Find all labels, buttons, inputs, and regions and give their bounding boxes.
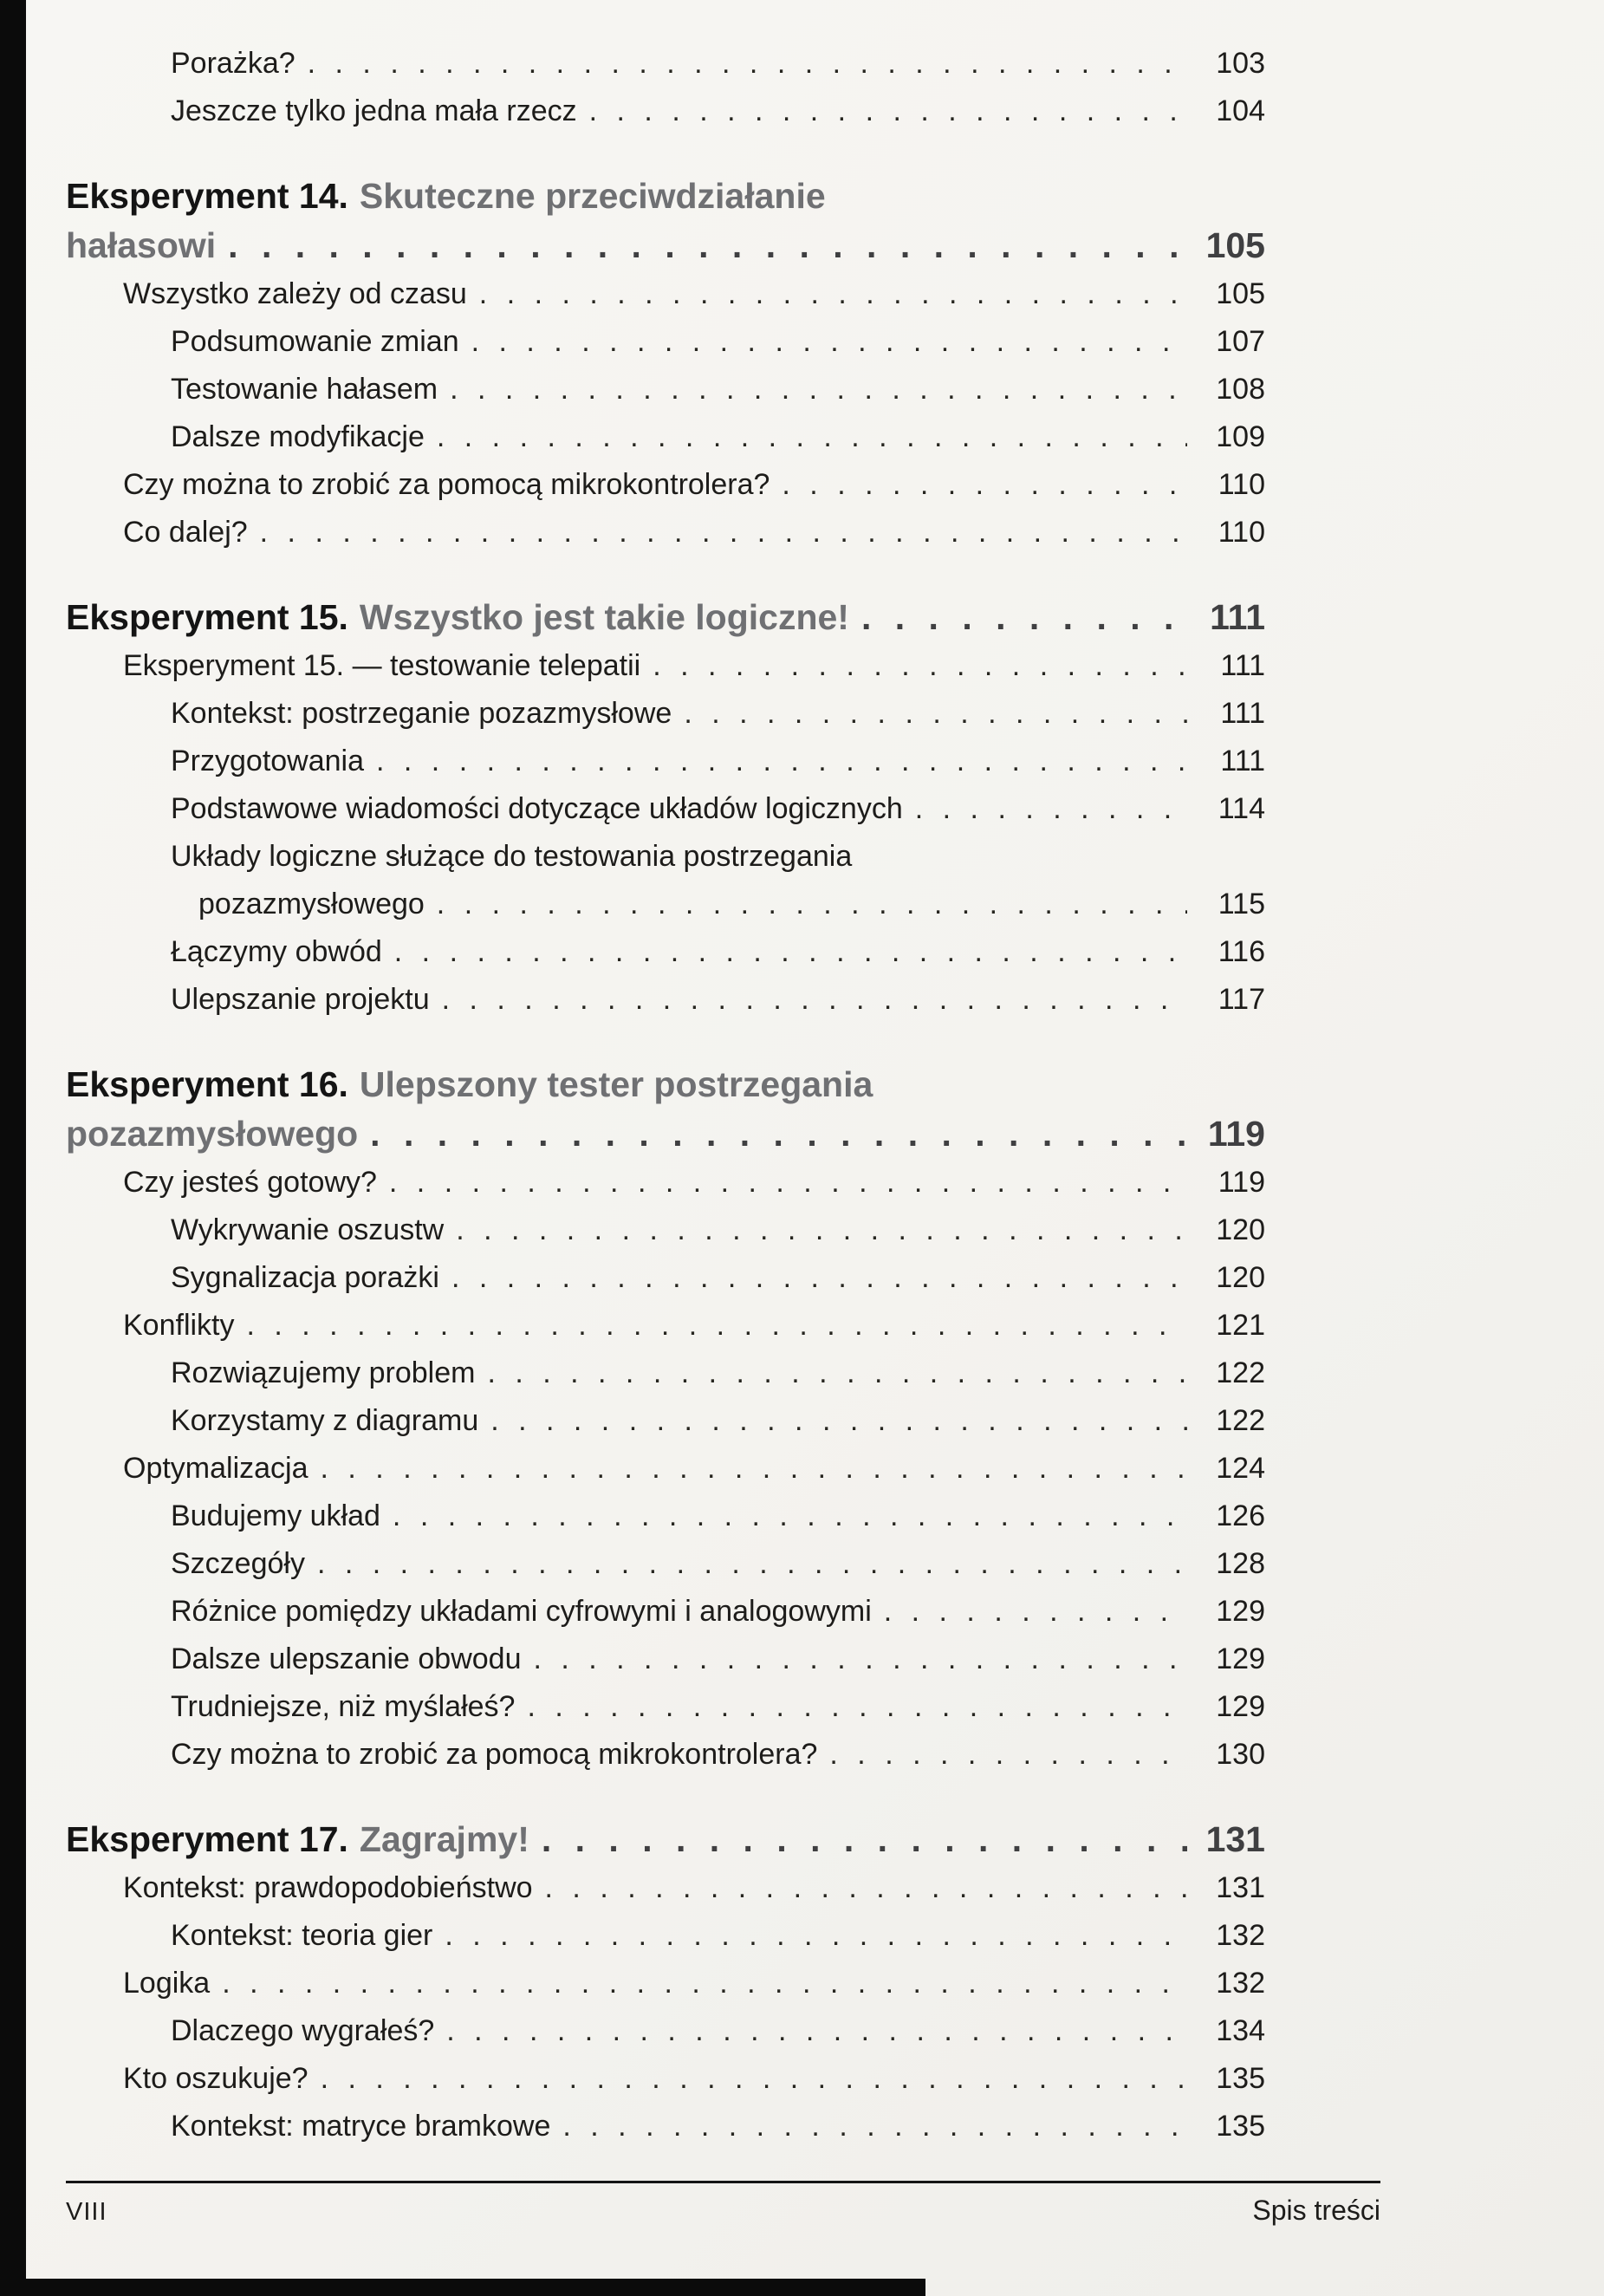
entry-label: Ulepszanie projektu bbox=[171, 983, 430, 1016]
entry-page-number: 131 bbox=[1216, 1871, 1265, 1904]
entry-line bbox=[123, 461, 1265, 509]
dot-leader bbox=[861, 593, 1187, 642]
dot-leader bbox=[222, 1960, 1187, 2007]
toc-chapter bbox=[66, 1815, 1265, 1864]
entry-label: Testowanie hałasem bbox=[171, 373, 438, 406]
entry-label: Trudniejsze, niż myślałeś? bbox=[171, 1690, 516, 1723]
entry-line bbox=[171, 1540, 1265, 1588]
entry-page-number: 129 bbox=[1216, 1690, 1265, 1723]
entry-label: Sygnalizacja porażki bbox=[171, 1261, 439, 1294]
entry-page-number: 116 bbox=[1218, 935, 1265, 968]
dot-leader bbox=[370, 1109, 1187, 1159]
dot-leader bbox=[479, 270, 1187, 318]
chapter-title: Skuteczne przeciwdziałanie bbox=[359, 176, 826, 216]
toc-entry bbox=[66, 509, 1265, 556]
entry-page-number: 107 bbox=[1216, 325, 1265, 358]
toc-entry bbox=[66, 40, 1265, 88]
entry-label: Czy jesteś gotowy? bbox=[123, 1166, 377, 1199]
scan-edge-bottom bbox=[26, 2279, 925, 2296]
entry-label: Dalsze ulepszanie obwodu bbox=[171, 1642, 522, 1675]
entry-line bbox=[171, 1254, 1265, 1302]
entry-page-number: 111 bbox=[1220, 697, 1265, 730]
toc-entry bbox=[66, 1493, 1265, 1540]
entry-line bbox=[123, 642, 1265, 690]
entry-label: Eksperyment 15. — testowanie telepatii bbox=[123, 649, 641, 682]
toc-entry bbox=[66, 1960, 1265, 2007]
entry-line bbox=[123, 1960, 1265, 2007]
toc-entry bbox=[66, 642, 1265, 690]
entry-page-number: 103 bbox=[1216, 47, 1265, 80]
dot-leader bbox=[884, 1588, 1187, 1636]
toc-chapter bbox=[66, 1060, 1265, 1159]
entry-line bbox=[123, 2055, 1265, 2103]
entry-label: Porażka? bbox=[171, 47, 295, 80]
toc-entry bbox=[66, 976, 1265, 1024]
toc-entry bbox=[66, 1731, 1265, 1779]
dot-leader bbox=[527, 1683, 1187, 1731]
toc-entry bbox=[66, 1540, 1265, 1588]
entry-line bbox=[123, 1864, 1265, 1912]
chapter-title: Wszystko jest takie logiczne! bbox=[359, 597, 849, 637]
entry-line bbox=[171, 738, 1265, 785]
dot-leader bbox=[684, 690, 1187, 738]
toc-entry bbox=[66, 1588, 1265, 1636]
toc-entry bbox=[66, 1397, 1265, 1445]
dot-leader bbox=[451, 1254, 1187, 1302]
entry-line bbox=[171, 1493, 1265, 1540]
chapter-title-line bbox=[66, 1060, 1265, 1109]
dot-leader bbox=[589, 88, 1187, 135]
dot-leader bbox=[915, 785, 1187, 833]
entry-line bbox=[171, 2007, 1265, 2055]
entry-page-number: 104 bbox=[1216, 94, 1265, 127]
toc-entry bbox=[66, 928, 1265, 976]
entry-label-continuation: pozazmysłowego bbox=[198, 888, 425, 920]
toc-entry bbox=[66, 413, 1265, 461]
dot-leader bbox=[393, 1493, 1187, 1540]
entry-line bbox=[123, 509, 1265, 556]
dot-leader bbox=[317, 1540, 1187, 1588]
toc-chapter bbox=[66, 593, 1265, 642]
entry-page-number: 120 bbox=[1216, 1261, 1265, 1294]
entry-line bbox=[171, 413, 1265, 461]
entry-line bbox=[171, 1731, 1265, 1779]
entry-page-number: 108 bbox=[1216, 373, 1265, 406]
entry-label: Co dalej? bbox=[123, 516, 248, 549]
entry-line bbox=[123, 1302, 1265, 1350]
entry-label: Łączymy obwód bbox=[171, 935, 382, 968]
chapter-number-label: Eksperyment 16. bbox=[66, 1064, 348, 1104]
dot-leader bbox=[450, 366, 1187, 413]
entry-label: Kontekst: prawdopodobieństwo bbox=[123, 1871, 533, 1904]
dot-leader bbox=[437, 881, 1187, 928]
toc-entry bbox=[66, 88, 1265, 135]
dot-leader bbox=[445, 1912, 1187, 1960]
entry-line bbox=[123, 270, 1265, 318]
entry-page-number: 129 bbox=[1216, 1595, 1265, 1628]
toc-list bbox=[66, 40, 1265, 2150]
toc-entry bbox=[66, 1207, 1265, 1254]
toc-entry bbox=[66, 738, 1265, 785]
entry-page-number: 111 bbox=[1220, 745, 1265, 777]
dot-leader bbox=[490, 1397, 1187, 1445]
entry-line bbox=[171, 88, 1265, 135]
toc-entry bbox=[66, 270, 1265, 318]
dot-leader bbox=[394, 928, 1187, 976]
entry-line bbox=[171, 976, 1265, 1024]
entry-line bbox=[171, 1912, 1265, 1960]
dot-leader bbox=[829, 1731, 1187, 1779]
toc-entry bbox=[66, 1445, 1265, 1493]
toc-entry bbox=[66, 1636, 1265, 1683]
chapter-title-line bbox=[66, 1109, 1265, 1159]
chapter-number-label: Eksperyment 17. bbox=[66, 1819, 348, 1859]
entry-line bbox=[171, 1350, 1265, 1397]
page-footer bbox=[66, 2181, 1380, 2227]
entry-line bbox=[171, 1683, 1265, 1731]
entry-page-number: 120 bbox=[1216, 1213, 1265, 1246]
entry-line bbox=[171, 318, 1265, 366]
entry-line bbox=[171, 1397, 1265, 1445]
entry-line bbox=[123, 1159, 1265, 1207]
entry-line bbox=[171, 881, 1265, 928]
entry-line bbox=[171, 40, 1265, 88]
entry-label: Wszystko zależy od czasu bbox=[123, 277, 467, 310]
toc-entry bbox=[66, 1254, 1265, 1302]
entry-page-number: 132 bbox=[1216, 1919, 1265, 1952]
chapter-page-number: 131 bbox=[1205, 1819, 1265, 1859]
entry-page-number: 135 bbox=[1216, 2062, 1265, 2095]
dot-leader bbox=[437, 413, 1187, 461]
entry-label: Kontekst: teoria gier bbox=[171, 1919, 433, 1952]
entry-page-number: 115 bbox=[1218, 888, 1265, 920]
entry-label: Kto oszukuje? bbox=[123, 2062, 308, 2095]
dot-leader bbox=[471, 318, 1187, 366]
entry-page-number: 128 bbox=[1216, 1547, 1265, 1580]
chapter-number-label: Eksperyment 15. bbox=[66, 597, 348, 637]
chapter-title-continuation: hałasowi bbox=[66, 225, 217, 265]
dot-leader bbox=[376, 738, 1187, 785]
dot-leader bbox=[782, 461, 1187, 509]
dot-leader bbox=[389, 1159, 1187, 1207]
scan-edge-left bbox=[0, 0, 26, 2296]
entry-line bbox=[123, 1445, 1265, 1493]
dot-leader bbox=[545, 1864, 1187, 1912]
toc-entry bbox=[66, 1683, 1265, 1731]
toc-entry bbox=[66, 2007, 1265, 2055]
toc-entry bbox=[66, 1864, 1265, 1912]
entry-label: Układy logiczne służące do testowania postrzegania bbox=[171, 840, 853, 873]
toc-entry bbox=[66, 2055, 1265, 2103]
entry-page-number: 126 bbox=[1216, 1499, 1265, 1532]
entry-label: Podstawowe wiadomości dotyczące układów logicznych bbox=[171, 792, 903, 825]
entry-label: Dalsze modyfikacje bbox=[171, 420, 425, 453]
toc-entry bbox=[66, 366, 1265, 413]
chapter-title-line bbox=[66, 593, 1265, 642]
entry-label: Czy można to zrobić za pomocą mikrokontrolera? bbox=[171, 1738, 818, 1771]
entry-label: Szczegóły bbox=[171, 1547, 305, 1580]
entry-label: Budujemy układ bbox=[171, 1499, 380, 1532]
entry-line bbox=[171, 2103, 1265, 2150]
toc-entry bbox=[66, 785, 1265, 833]
entry-page-number: 130 bbox=[1216, 1738, 1265, 1771]
dot-leader bbox=[260, 509, 1187, 556]
chapter-title: Ulepszony tester postrzegania bbox=[359, 1064, 873, 1104]
entry-label: Czy można to zrobić za pomocą mikrokontrolera? bbox=[123, 468, 770, 501]
entry-label: Kontekst: postrzeganie pozazmysłowe bbox=[171, 697, 672, 730]
footer-page-number-roman: VIII bbox=[66, 2198, 107, 2226]
entry-page-number: 110 bbox=[1218, 468, 1265, 501]
chapter-title: Zagrajmy! bbox=[359, 1819, 529, 1859]
entry-line bbox=[171, 928, 1265, 976]
footer-section-title: Spis treści bbox=[1252, 2195, 1380, 2226]
dot-leader bbox=[533, 1636, 1187, 1683]
entry-page-number: 110 bbox=[1218, 516, 1265, 549]
dot-leader bbox=[308, 40, 1187, 88]
entry-page-number: 132 bbox=[1216, 1967, 1265, 2000]
chapter-title-line bbox=[66, 221, 1265, 270]
entry-label: Różnice pomiędzy układami cyfrowymi i analogowymi bbox=[171, 1595, 872, 1628]
toc-chapter bbox=[66, 172, 1265, 270]
toc-entry bbox=[66, 461, 1265, 509]
entry-page-number: 134 bbox=[1216, 2014, 1265, 2047]
dot-leader bbox=[442, 976, 1187, 1024]
entry-page-number: 109 bbox=[1216, 420, 1265, 453]
entry-page-number: 122 bbox=[1216, 1404, 1265, 1437]
entry-label: Kontekst: matryce bramkowe bbox=[171, 2110, 551, 2143]
toc-entry bbox=[66, 1159, 1265, 1207]
entry-label: Korzystamy z diagramu bbox=[171, 1404, 479, 1437]
dot-leader bbox=[446, 2007, 1187, 2055]
entry-page-number: 105 bbox=[1216, 277, 1265, 310]
toc-entry bbox=[66, 1302, 1265, 1350]
entry-page-number: 121 bbox=[1216, 1309, 1265, 1342]
dot-leader bbox=[487, 1350, 1187, 1397]
entry-label: Jeszcze tylko jedna mała rzecz bbox=[171, 94, 577, 127]
entry-line bbox=[171, 366, 1265, 413]
entry-label: Konflikty bbox=[123, 1309, 235, 1342]
entry-page-number: 114 bbox=[1218, 792, 1265, 825]
toc-entry bbox=[66, 2103, 1265, 2150]
toc-content bbox=[66, 40, 1265, 2150]
dot-leader bbox=[653, 642, 1187, 690]
dot-leader bbox=[321, 2055, 1187, 2103]
toc-entry bbox=[66, 690, 1265, 738]
entry-page-number: 122 bbox=[1216, 1356, 1265, 1389]
chapter-page-number: 105 bbox=[1205, 225, 1265, 265]
entry-line bbox=[171, 833, 1265, 881]
entry-page-number: 119 bbox=[1218, 1166, 1265, 1199]
entry-label: Logika bbox=[123, 1967, 211, 2000]
chapter-page-number: 111 bbox=[1210, 597, 1265, 637]
toc-entry bbox=[66, 833, 1265, 928]
toc-entry bbox=[66, 1350, 1265, 1397]
entry-label: Podsumowanie zmian bbox=[171, 325, 459, 358]
entry-label: Dlaczego wygrałeś? bbox=[171, 2014, 435, 2047]
entry-label: Przygotowania bbox=[171, 745, 365, 777]
entry-page-number: 124 bbox=[1216, 1452, 1265, 1485]
chapter-title-continuation: pozazmysłowego bbox=[66, 1114, 359, 1154]
dot-leader bbox=[228, 221, 1187, 270]
dot-leader bbox=[562, 2103, 1187, 2150]
entry-label: Rozwiązujemy problem bbox=[171, 1356, 476, 1389]
chapter-page-number: 119 bbox=[1207, 1114, 1265, 1154]
entry-page-number: 129 bbox=[1216, 1642, 1265, 1675]
entry-line bbox=[171, 690, 1265, 738]
entry-line bbox=[171, 1636, 1265, 1683]
dot-leader bbox=[321, 1445, 1187, 1493]
entry-label: Optymalizacja bbox=[123, 1452, 308, 1485]
toc-entry bbox=[66, 1912, 1265, 1960]
entry-page-number: 111 bbox=[1220, 649, 1265, 682]
dot-leader bbox=[247, 1302, 1188, 1350]
chapter-title-line bbox=[66, 1815, 1265, 1864]
toc-entry bbox=[66, 318, 1265, 366]
chapter-number-label: Eksperyment 14. bbox=[66, 176, 348, 216]
dot-leader bbox=[456, 1207, 1187, 1254]
entry-page-number: 135 bbox=[1216, 2110, 1265, 2143]
entry-line bbox=[171, 785, 1265, 833]
entry-line bbox=[171, 1207, 1265, 1254]
entry-page-number: 117 bbox=[1218, 983, 1265, 1016]
entry-label: Wykrywanie oszustw bbox=[171, 1213, 445, 1246]
dot-leader bbox=[542, 1815, 1187, 1864]
chapter-title-line bbox=[66, 172, 1265, 221]
entry-line bbox=[171, 1588, 1265, 1636]
